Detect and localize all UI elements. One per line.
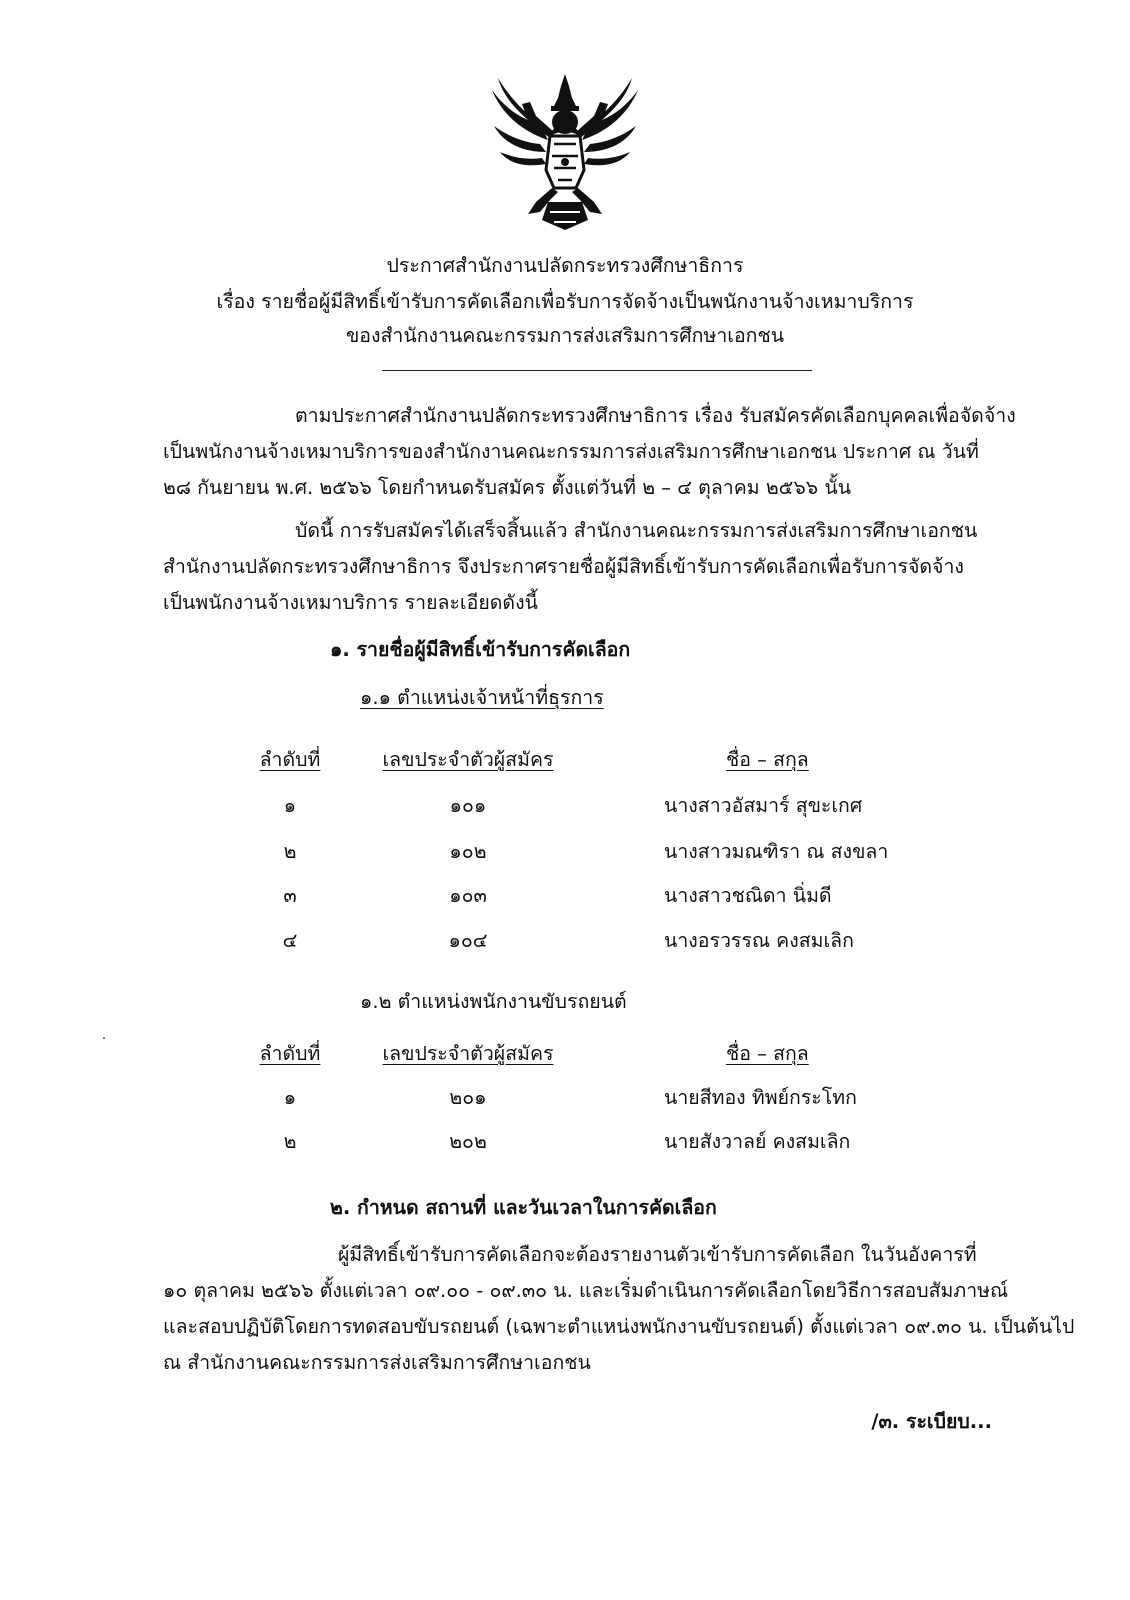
row-seq: ๑ (283, 794, 297, 817)
row-name: นางสาวชณิดา นิ่มดี (664, 884, 832, 907)
announcement-title: ประกาศสำนักงานปลัดกระทรวงศึกษาธิการ (386, 254, 744, 277)
paragraph-line: เป็นพนักงานจ้างเหมาบริการของสำนักงานคณะกรรมการส่งเสริมการศึกษาเอกชน ประกาศ ณ วันที่ (163, 440, 979, 463)
row-applicant-id: ๑๐๒ (449, 840, 487, 863)
row-seq: ๑ (283, 1086, 297, 1109)
title-divider (382, 370, 812, 371)
paragraph-line: ๑๐ ตุลาคม ๒๕๖๖ ตั้งแต่เวลา ๐๙.๐๐ - ๐๙.๓๐ น. และเริ่มดำเนินการคัดเลือกโดยวิธีการสอบสัมภาษณ์ (163, 1279, 1009, 1302)
announcement-subject: เรื่อง รายชื่อผู้มีสิทธิ์เข้ารับการคัดเลือกเพื่อรับการจัดจ้างเป็นพนักงานจ้างเหมาบริการ (216, 290, 914, 313)
paragraph-line: ณ สำนักงานคณะกรรมการส่งเสริมการศึกษาเอกชน (163, 1351, 591, 1374)
row-seq: ๓ (283, 884, 297, 907)
table-row (0, 836, 1130, 866)
row-seq: ๒ (283, 1130, 297, 1153)
row-applicant-id: ๒๐๑ (449, 1086, 487, 1109)
paragraph-line: ๒๘ กันยายน พ.ศ. ๒๕๖๖ โดยกำหนดรับสมัคร ตั้งแต่วันที่ ๒ – ๔ ตุลาคม ๒๕๖๖ นั้น (163, 476, 852, 499)
table-row (0, 790, 1130, 820)
row-applicant-id: ๑๐๑ (449, 794, 487, 817)
paragraph-line: และสอบปฏิบัติโดยการทดสอบขับรถยนต์ (เฉพาะตำแหน่งพนักงานขับรถยนต์) ตั้งแต่เวลา ๐๙.๓๐ น. เป็นต้นไป (163, 1315, 1075, 1338)
column-seq-header: ลำดับที่ (259, 748, 321, 771)
table-row (0, 925, 1130, 955)
section-1-heading: ๑. รายชื่อผู้มีสิทธิ์เข้ารับการคัดเลือก (330, 638, 631, 661)
column-id-header: เลขประจำตัวผู้สมัคร (382, 748, 554, 771)
row-seq: ๒ (283, 840, 297, 863)
row-name: นางสาวอัสมาร์ สุขะเกศ (664, 794, 863, 817)
intro-paragraph-2 (163, 513, 1020, 621)
continuation-marker: /๓. ระเบียบ... (871, 1410, 992, 1433)
paragraph-line: ผู้มีสิทธิ์เข้ารับการคัดเลือกจะต้องรายงานตัวเข้ารับการคัดเลือก ในวันอังคารที่ (338, 1243, 977, 1266)
column-name-header: ชื่อ – สกุล (726, 748, 809, 771)
row-name: นางสาวมณฑิรา ณ สงขลา (664, 840, 889, 863)
table-row (0, 880, 1130, 910)
garuda-emblem-icon (488, 70, 642, 232)
row-seq: ๔ (282, 929, 298, 952)
row-applicant-id: ๒๐๒ (449, 1130, 487, 1153)
table-header-2 (0, 1038, 1130, 1068)
intro-paragraph-1 (163, 398, 1020, 506)
row-name: นายสีทอง ทิพย์กระโทก (664, 1086, 857, 1109)
paragraph-line: ตามประกาศสำนักงานปลัดกระทรวงศึกษาธิการ เรื่อง รับสมัครคัดเลือกบุคคลเพื่อจัดจ้าง (295, 404, 1016, 427)
table-row (0, 1126, 1130, 1156)
paragraph-line: เป็นพนักงานจ้างเหมาบริการ รายละเอียดดังนี้ (163, 591, 538, 614)
row-name: นางอรวรรณ คงสมเลิก (664, 929, 854, 952)
table-row (0, 1082, 1130, 1112)
table-header-1 (0, 744, 1130, 774)
row-applicant-id: ๑๐๓ (449, 884, 487, 907)
announcement-agency: ของสำนักงานคณะกรรมการส่งเสริมการศึกษาเอกชน (345, 324, 785, 347)
section-2-paragraph (163, 1237, 1075, 1381)
column-id-header: เลขประจำตัวผู้สมัคร (382, 1042, 554, 1065)
row-applicant-id: ๑๐๔ (448, 929, 488, 952)
column-name-header: ชื่อ – สกุล (726, 1042, 809, 1065)
paragraph-line: บัดนี้ การรับสมัครได้เสร็จสิ้นแล้ว สำนักงานคณะกรรมการส่งเสริมการศึกษาเอกชน (295, 519, 978, 542)
position-2-label: ๑.๒ ตำแหน่งพนักงานขับรถยนต์ (360, 990, 627, 1013)
column-seq-header: ลำดับที่ (259, 1042, 321, 1065)
paragraph-line: สำนักงานปลัดกระทรวงศึกษาธิการ จึงประกาศรายชื่อผู้มีสิทธิ์เข้ารับการคัดเลือกเพื่อรับการจัดจ้าง (163, 555, 964, 578)
section-2-heading: ๒. กำหนด สถานที่ และวันเวลาในการคัดเลือก (330, 1196, 717, 1219)
position-1-label: ๑.๑ ตำแหน่งเจ้าหน้าที่ธุรการ (360, 686, 604, 709)
row-name: นายสังวาลย์ คงสมเลิก (664, 1130, 851, 1153)
